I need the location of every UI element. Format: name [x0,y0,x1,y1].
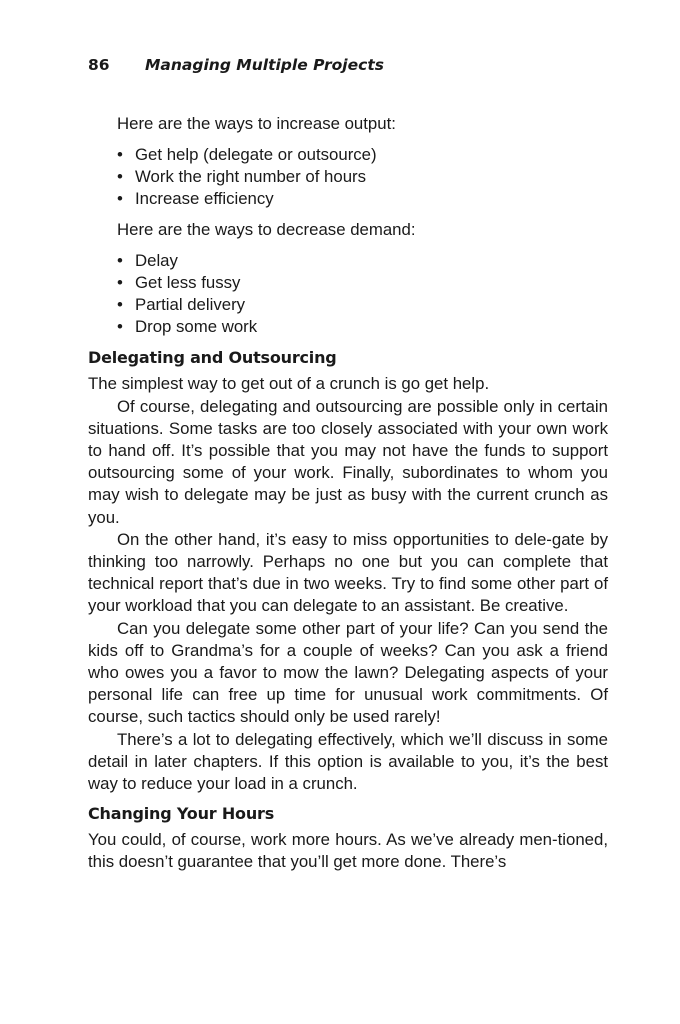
paragraph: On the other hand, it’s easy to miss opportunities to dele-gate by thinking too narrowly. Perhaps no one but you can complete that technical report that’s due in two weeks. Try to find some other part of your workload that you can delegate to an assistant. Be creative. [88,529,608,616]
paragraph: You could, of course, work more hours. As we’ve already men-tioned, this doesn’t guarantee that you’ll get more done. There’s [88,830,608,872]
output-list-item: • Increase efficiency [117,188,608,210]
demand-list-item: • Delay [117,250,608,272]
paragraph: There’s a lot to delegating effectively, which we’ll discuss in some detail in later chapters. If this option is available to you, it’s the best way to reduce your load in a crunch. [88,729,608,794]
running-head [88,55,384,75]
paragraph: The simplest way to get out of a crunch is go get help. [88,374,490,394]
paragraph: Can you delegate some other part of your life? Can you send the kids off to Grandma’s for a couple of weeks? Can you ask a friend who owes you a favor to mow the lawn? Delegating aspects of your personal life can free up time for unusual work commitments. Of course, such tactics should only be used rarely! [88,618,608,727]
demand-list [88,250,608,338]
demand-list-item: • Partial delivery [117,294,608,316]
text-column [88,113,608,874]
output-list [88,144,608,210]
output-list-item: • Get help (delegate or outsource) [117,144,608,166]
page-number: 86 [88,56,110,74]
paragraph: Of course, delegating and outsourcing are possible only in certain situations. Some tasks are too closely associated with your own work to hand off. It’s possible that you may not have the funds to support outsourcing some of your work. Finally, subordinates to whom you may wish to delegate may be just as busy with the current crunch as you. [88,396,608,527]
section-heading-changing-hours: Changing Your Hours [88,804,275,824]
demand-list-item: • Get less fussy [117,272,608,294]
section-heading-delegating: Delegating and Outsourcing [88,348,337,368]
demand-list-item: • Drop some work [117,316,608,338]
demand-intro: Here are the ways to decrease demand: [117,220,416,240]
output-intro: Here are the ways to increase output: [117,114,396,133]
output-list-item: • Work the right number of hours [117,166,608,188]
running-title: Managing Multiple Projects [145,56,384,74]
